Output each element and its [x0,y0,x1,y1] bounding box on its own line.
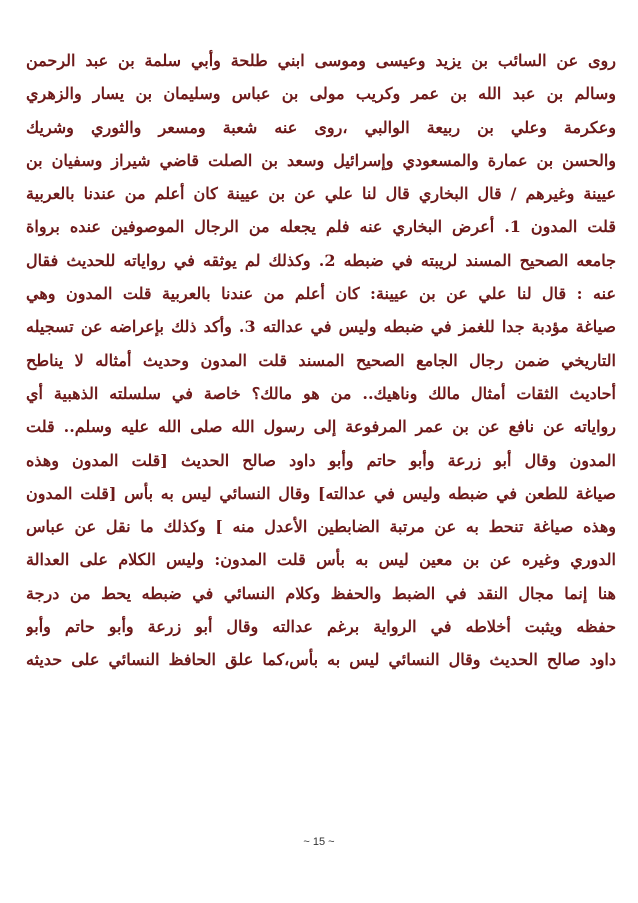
text-line-12: رواياته عن نافع عن بن عمر المرفوعة إلى رسول الله صلى الله عليه وسلم.. قلت [26,417,616,437]
page-number: ~ 15 ~ [303,836,335,848]
text-line-19: داود صالح الحديث وقال النسائي ليس به بأس،كما علق الحافظ النسائي على حديثه [26,650,616,670]
text-line-4: والحسن بن عمارة والمسعودي وإسرائيل وسعد بن الصلت قاضي شيراز وسفيان بن [26,150,616,170]
text-line-3: وعكرمة وعلي بن ربيعة الوالبي ،روى عنه شعبة ومسعر والثوري وشريك [26,117,616,137]
body-text [26,44,616,677]
text-line-14: صياغة للطعن في ضبطه وليس في عدالته] وقال النسائي ليس به بأس [قلت المدون [26,483,616,503]
text-line-13: المدون وقال أبو زرعة وأبو حاتم وأبو داود صالح الحديث [قلت المدون وهذه [26,450,616,470]
text-line-1: روى عن السائب بن يزيد وعيسى وموسى ابني طلحة وأبي سلمة بن عبد الرحمن [26,51,616,70]
text-line-5: عيينة وغيرهم / قال البخاري قال لنا علي عن بن عيينة كان أعلم من عندنا بالعربية [26,184,616,204]
text-line-16: الدوري وغيره عن بن معين ليس به بأس قلت المدون: وليس الكلام على العدالة [26,550,616,570]
text-line-11: أحاديث الثقات أمثال مالك وناهيك.. من هو مالك؟ خاصة في سلسلته الذهبية أي [26,383,616,403]
text-line-2: وسالم بن عبد الله بن عمر وكريب مولى بن عباس وسليمان بن يسار والزهري [26,84,616,104]
text-line-18: حفظه ويثبت أخلاطه في الرواية برغم عدالته وقال أبو زرعة وأبو حاتم وأبو [26,617,616,637]
text-line-8: عنه : قال لنا علي عن بن عيينة: كان أعلم من عندنا بالعربية قلت المدون وهي [26,284,616,304]
text-line-7: جامعه الصحيح المسند لريبته في ضبطه 2. وكذلك لم يوثقه في رواياته للحديث فقال [26,250,616,270]
text-line-9: صياغة مؤدبة جدا للغمز في ضبطه وليس في عدالته 3. وأكد ذلك بإعراضه عن تسجيله [26,317,616,337]
text-line-17: هنا إنما مجال النقد في الضبط والحفظ وكلام النسائي في ضبطه يحط من درجة [26,583,616,603]
text-line-6: قلت المدون 1. أعرض البخاري عنه فلم يجعله من الرجال الموصوفين عنده برواة [26,217,616,237]
text-line-10: التاريخي ضمن رجال الجامع الصحيح المسند قلت المدون وحديث أمثاله لا يناطح [26,350,616,370]
text-line-15: وهذه صياغة تنحط به عن مرتبة الضابطين الأعدل منه ] وكذلك ما نقل عن عباس [26,517,616,537]
